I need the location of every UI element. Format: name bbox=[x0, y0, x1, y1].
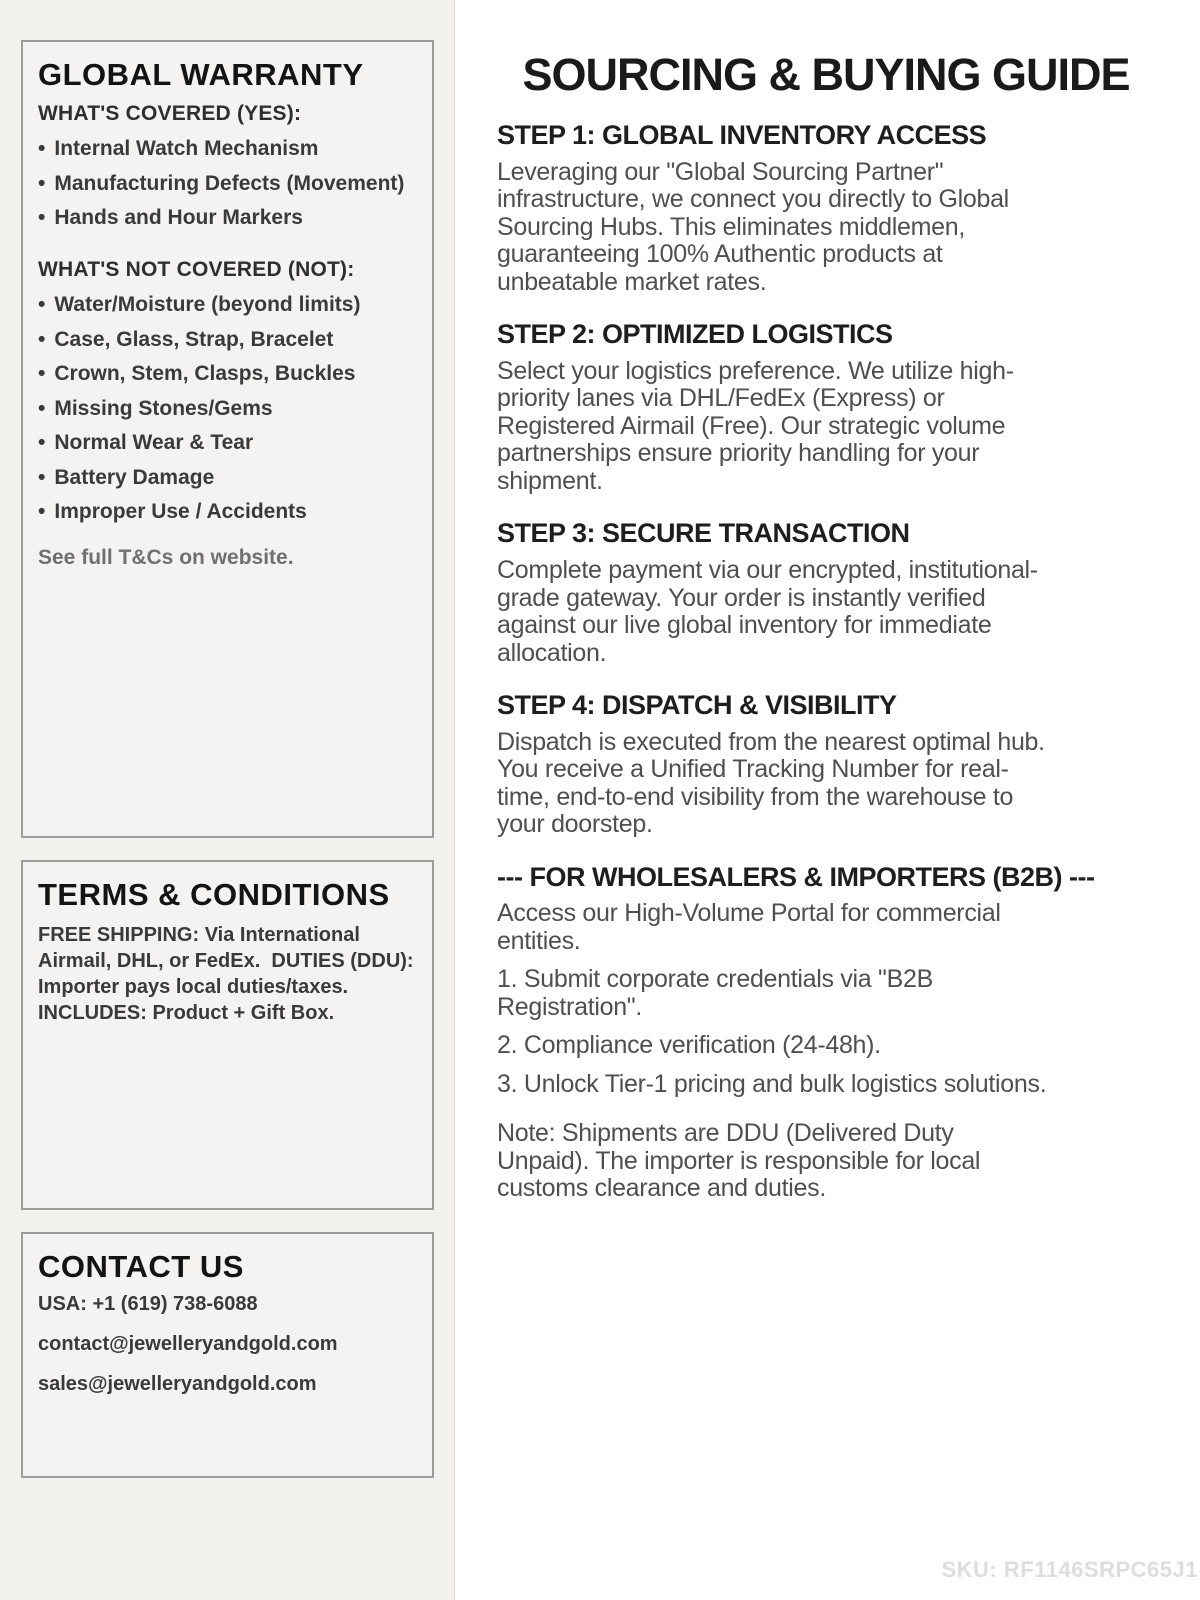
list-item bbox=[38, 363, 417, 384]
list-item-label: Hands and Hour Markers bbox=[54, 206, 303, 230]
bullet-icon: • bbox=[38, 362, 46, 386]
list-item-label: Case, Glass, Strap, Bracelet bbox=[54, 327, 334, 351]
bullet-icon: • bbox=[38, 431, 46, 455]
step-4-heading: STEP 4: DISPATCH & VISIBILITY bbox=[497, 690, 897, 721]
b2b-heading: --- FOR WHOLESALERS & IMPORTERS (B2B) --- bbox=[497, 861, 1095, 892]
covered-heading: WHAT'S COVERED (YES): bbox=[38, 102, 302, 126]
list-item bbox=[38, 294, 417, 315]
list-item bbox=[38, 138, 417, 159]
list-item-label: Battery Damage bbox=[54, 465, 215, 489]
b2b-item-1: 1. Submit corporate credentials via "B2B Registration". bbox=[497, 965, 933, 1021]
list-item-label: Crown, Stem, Clasps, Buckles bbox=[54, 362, 356, 386]
bullet-icon: • bbox=[38, 500, 46, 524]
b2b-item-2: 2. Compliance verification (24-48h). bbox=[497, 1031, 881, 1060]
list-item bbox=[38, 467, 417, 488]
sales-email: sales@jewelleryandgold.com bbox=[38, 1373, 317, 1396]
list-item bbox=[38, 501, 417, 522]
sidebar bbox=[0, 0, 455, 1600]
terms-box bbox=[21, 860, 434, 1210]
covered-list bbox=[38, 138, 417, 228]
bullet-icon: • bbox=[38, 137, 46, 161]
sku-label: SKU: RF1146SRPC65J1 bbox=[941, 1557, 1198, 1582]
list-item-label: Internal Watch Mechanism bbox=[54, 137, 319, 161]
step-3-heading: STEP 3: SECURE TRANSACTION bbox=[497, 518, 910, 549]
warranty-box bbox=[21, 40, 434, 838]
list-item-label: Missing Stones/Gems bbox=[54, 396, 273, 420]
list-item bbox=[38, 432, 417, 453]
bullet-icon: • bbox=[38, 396, 46, 420]
bullet-icon: • bbox=[38, 206, 46, 230]
list-item-label: Manufacturing Defects (Movement) bbox=[54, 171, 405, 195]
contact-email: contact@jewelleryandgold.com bbox=[38, 1333, 338, 1356]
contact-box bbox=[21, 1232, 434, 1478]
terms-body: FREE SHIPPING: Via International Airmail, DHL, or FedEx. DUTIES (DDU): Importer pays local duties/taxes. INCLUDES: Product + Gift Box. bbox=[38, 924, 420, 1025]
warranty-title: GLOBAL WARRANTY bbox=[38, 57, 364, 92]
warranty-footnote: See full T&Cs on website. bbox=[38, 546, 294, 570]
step-1-heading: STEP 1: GLOBAL INVENTORY ACCESS bbox=[497, 120, 987, 150]
bullet-icon: • bbox=[38, 465, 46, 489]
list-item-label: Water/Moisture (beyond limits) bbox=[54, 293, 361, 317]
list-item bbox=[38, 329, 417, 350]
b2b-note: Note: Shipments are DDU (Delivered Duty Unpaid). The importer is responsible for local customs clearance and duties. bbox=[497, 1119, 981, 1203]
b2b-item-3: 3. Unlock Tier-1 pricing and bulk logistics solutions. bbox=[497, 1069, 1047, 1098]
not-covered-list bbox=[38, 294, 417, 522]
list-item-label: Improper Use / Accidents bbox=[54, 500, 307, 524]
contact-phone: USA: +1 (619) 738-6088 bbox=[38, 1293, 258, 1316]
list-item bbox=[38, 173, 417, 194]
page-title: SOURCING & BUYING GUIDE bbox=[522, 49, 1130, 100]
list-item bbox=[38, 207, 417, 228]
step-1-body: Leveraging our "Global Sourcing Partner" infrastructure, we connect you directly to Global Sourcing Hubs. This eliminates middlemen, guaranteeing 100% Authentic products at unbeatable market rates. bbox=[497, 157, 1009, 296]
terms-title: TERMS & CONDITIONS bbox=[38, 877, 390, 912]
main-content bbox=[455, 0, 1200, 1600]
bullet-icon: • bbox=[38, 171, 46, 195]
step-2-heading: STEP 2: OPTIMIZED LOGISTICS bbox=[497, 319, 893, 350]
b2b-intro: Access our High-Volume Portal for commercial entities. bbox=[497, 899, 1001, 955]
step-2-body: Select your logistics preference. We utilize high-priority lanes via DHL/FedEx (Express) or Registered Airmail (Free). Our strategic volume partnerships ensure priority handling for your shipment. bbox=[497, 356, 1014, 495]
bullet-icon: • bbox=[38, 327, 46, 351]
list-item bbox=[38, 398, 417, 419]
not-covered-heading: WHAT'S NOT COVERED (NOT): bbox=[38, 258, 355, 282]
bullet-icon: • bbox=[38, 293, 46, 317]
step-3-body: Complete payment via our encrypted, institutional-grade gateway. Your order is instantly verified against our live global inventory for immediate allocation. bbox=[497, 556, 1038, 667]
contact-title: CONTACT US bbox=[38, 1249, 244, 1284]
list-item-label: Normal Wear & Tear bbox=[54, 431, 254, 455]
step-4-body: Dispatch is executed from the nearest optimal hub. You receive a Unified Tracking Number for real-time, end-to-end visibility from the warehouse to your doorstep. bbox=[497, 727, 1045, 839]
